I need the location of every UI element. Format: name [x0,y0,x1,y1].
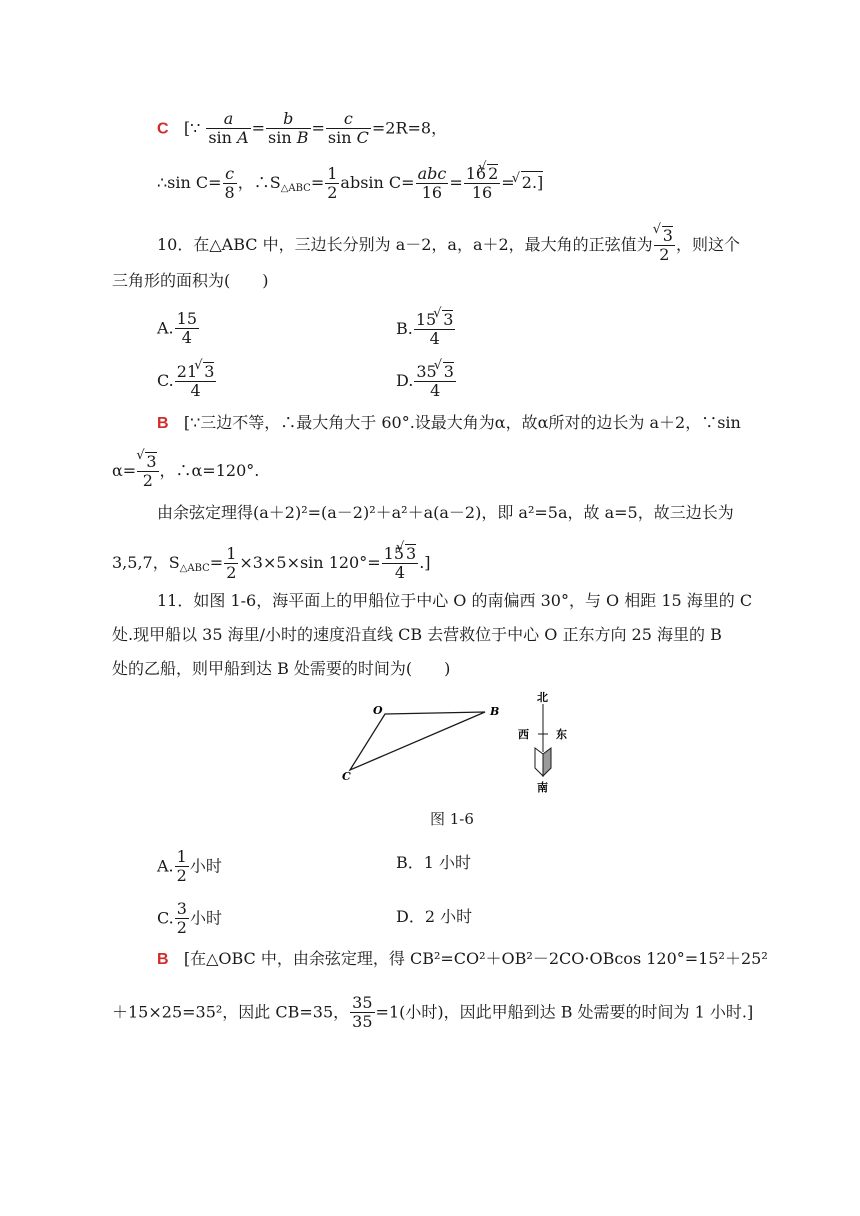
option-unit: 小时 [189,908,222,928]
answer-letter: B [157,415,169,432]
q10-explanation-line1 [157,412,741,435]
text: 3,5,7，S [112,552,180,572]
sqrt-2: √ 2.] [521,171,544,194]
text: ＋15×25=35²，因此 CB=35， [112,1002,350,1022]
eq-2R: =2R=8， [371,118,448,138]
text: = [209,552,224,572]
fraction-b-sinB: $\frac{b}{\text{sin B}}$ [268,109,309,148]
fraction-15sqrt3-4: $\frac{15√ 3}{4}$ [382,544,419,583]
compass-south: 南 [537,781,548,794]
compass-east: 东 [556,728,567,741]
q11-explanation-line2 [112,994,753,1032]
q10-explanation-line4 [112,544,431,583]
option-label: B. [396,318,413,338]
q11-explanation-line1 [157,948,768,971]
q11-option-a[interactable] [157,848,222,886]
answer-letter: B [157,951,169,968]
question-text: 10．在△ABC 中，三边长分别为 a－2，a，a＋2，最大角的正弦值为 [157,234,653,254]
q10-option-d[interactable] [396,362,457,401]
text: absin C= [340,172,415,192]
text: =1(小时)，因此甲船到达 B 处需要的时间为 1 小时.] [375,1002,754,1022]
option-unit: 小时 [189,856,222,876]
q10-explanation-line3: 由余弦定理得(a＋2)²=(a－2)²＋a²＋a(a－2)，即 a²=5a，故 a=5，故三边长为 [157,503,734,522]
bracket-open: [∵ [183,118,201,138]
option-fraction: $\frac{3}{2}$ [176,899,187,938]
q9-answer-line1: C [∵ $\frac{a}{\text{sin A}}$ = $\frac{b}{\text{sin B}}$ = $\frac{c}{\text{sin C}}$ =2R=8， [157,109,448,148]
fraction-a-sinA: $\frac{a}{\text{sin A}}$ [208,109,249,148]
option-label: C. [157,370,174,390]
text: α= [112,460,137,480]
q10-stem-line1 [157,226,740,265]
q10-explanation-line2 [112,452,259,491]
q10-stem-line2: 三角形的面积为( ) [112,271,269,290]
text: ∴sin C= [157,172,222,192]
text: = [310,172,325,192]
fraction-35-35: $\frac{35}{35}$ [352,993,373,1032]
option-fraction: $\frac{1}{2}$ [176,847,187,886]
option-label: D. [396,370,414,390]
q11-option-b[interactable]: B．1 小时 [396,853,472,872]
text: .] [419,552,431,572]
q11-option-c[interactable] [157,900,222,938]
triangle-OBC [350,712,485,770]
option-label: C. [157,908,174,928]
text: ，∴α=120°. [159,460,260,480]
label-B: B [490,705,500,718]
q11-stem-line2: 处.现甲船以 35 海里/小时的速度沿直线 CB 去营救位于中心 O 正东方向 25 海里的 B [112,625,722,644]
explanation-text: [在△OBC 中，由余弦定理，得 CB²=CO²＋OB²－2CO·OBcos 120°=15²＋25² [183,949,768,968]
compass-arrow-shade-icon [543,748,551,776]
option-fraction: $\frac{35 √ 3}{4}$ [414,362,456,401]
fraction-c-8: $\frac{c}{8}$ [224,163,235,202]
fraction-1-2: $\frac{1}{2}$ [226,543,237,582]
label-O: O [373,704,383,717]
q11-stem-line1: 11．如图 1-6，海平面上的甲船位于中心 O 的南偏西 30°，与 O 相距 15 海里的 C [157,591,753,610]
compass-north: 北 [537,691,548,704]
fraction-abc-16: $\frac{\text{abc}}{16}$ [417,163,447,202]
question-text: ，则这个 [675,234,740,254]
q10-option-a[interactable] [157,310,200,348]
figure-1-6 [330,690,590,800]
explanation-text: [∵三边不等，∴最大角大于 60°.设最大角为α，故α所对的边长为 a＋2，∵sin [183,413,741,432]
option-label: A. [157,318,174,338]
q10-option-c[interactable] [157,362,217,401]
compass-arrow-icon [535,748,543,776]
answer-letter: C [157,120,169,138]
option-fraction: $\frac{15}{4}$ [176,309,197,348]
text: ×3×5×sin 120°= [239,552,381,572]
fraction-c-sinC: $\frac{c}{\text{sin C}}$ [327,109,369,148]
text: = [449,172,463,192]
fraction-sqrt3-2: √ $\frac{3}{2}$ [137,452,158,491]
fraction-16sqrt2-16: $\frac{16√ 2}{16}$ [464,164,501,203]
label-C: C [342,770,351,783]
option-fraction: $\frac{21 √ 3}{4}$ [175,362,217,401]
figure-caption: 图 1-6 [430,810,474,828]
text: = [501,172,515,192]
text: ，∴S [237,172,281,192]
subscript: △ABC [280,182,311,194]
q11-option-d[interactable]: D．2 小时 [396,907,473,926]
option-fraction: $\frac{15 √ 3}{4}$ [414,310,456,349]
q10-option-b[interactable] [396,310,456,349]
fraction-sqrt3-2: √ $\frac{3}{2}$ [654,226,675,265]
q11-stem-line3: 处的乙船，则甲船到达 B 处需要的时间为( ) [112,659,451,678]
subscript: △ABC [179,562,210,574]
option-label: A. [157,856,174,876]
compass-west: 西 [518,728,529,741]
fraction-1-2: $\frac{1}{2}$ [327,163,338,202]
q9-answer-line2 [157,164,543,203]
